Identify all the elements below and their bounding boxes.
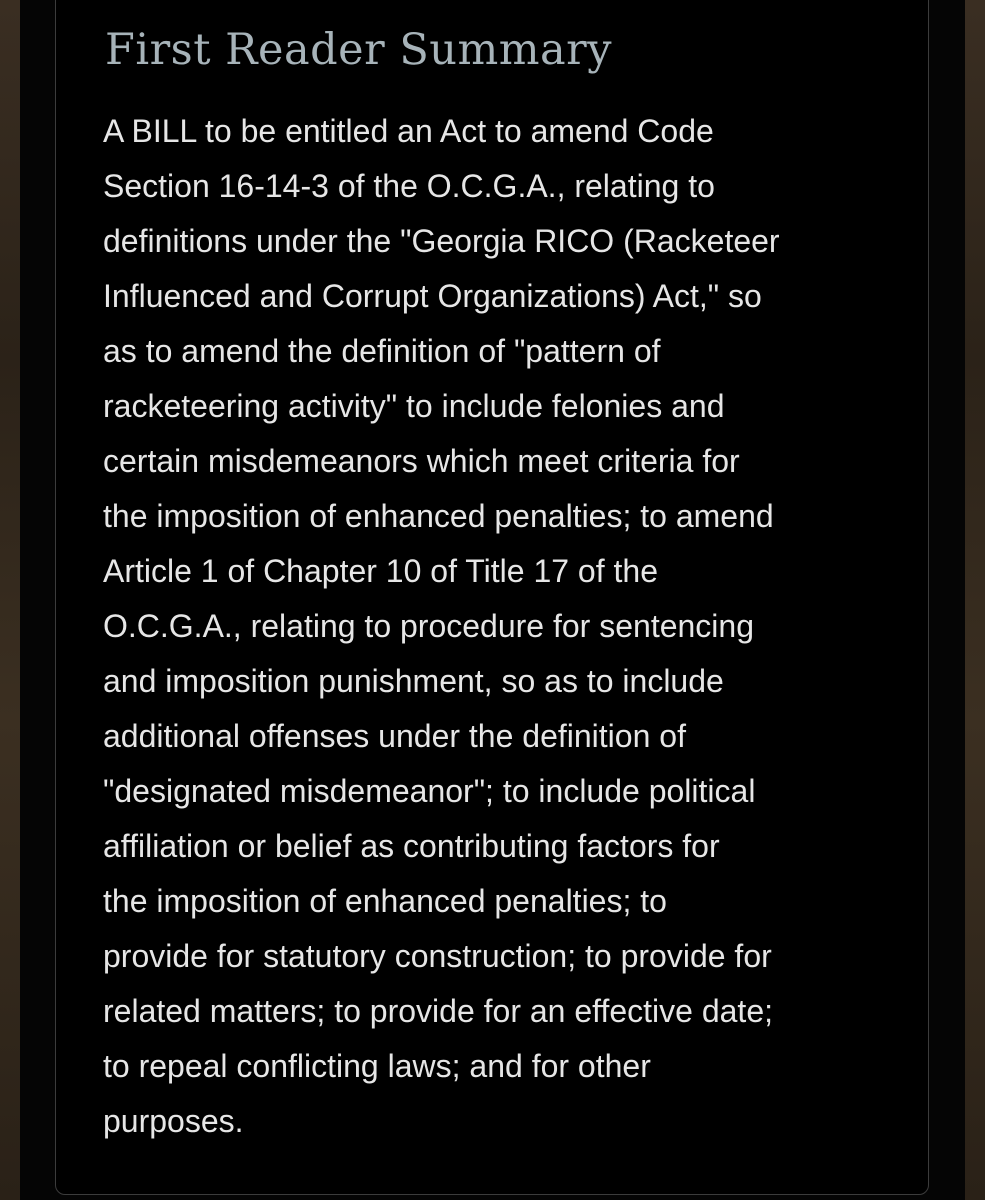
- summary-title: First Reader Summary: [105, 25, 612, 75]
- summary-line: affiliation or belief as contributing factors for: [103, 828, 720, 864]
- summary-line: the imposition of enhanced penalties; to amend: [103, 498, 774, 534]
- summary-line: A BILL to be entitled an Act to amend Code: [103, 113, 714, 149]
- summary-line: as to amend the definition of "pattern of: [103, 333, 661, 369]
- summary-line: the imposition of enhanced penalties; to: [103, 883, 667, 919]
- summary-line: purposes.: [103, 1103, 244, 1139]
- summary-text: [103, 104, 893, 1149]
- summary-line: certain misdemeanors which meet criteria for: [103, 443, 740, 479]
- summary-line: additional offenses under the definition of: [103, 718, 686, 754]
- summary-line: to repeal conflicting laws; and for other: [103, 1048, 651, 1084]
- summary-line: provide for statutory construction; to provide for: [103, 938, 772, 974]
- summary-line: Section 16-14-3 of the O.C.G.A., relating to: [103, 168, 715, 204]
- summary-line: definitions under the "Georgia RICO (Racketeer: [103, 223, 780, 259]
- summary-line: and imposition punishment, so as to include: [103, 663, 724, 699]
- left-frame-border: [0, 0, 20, 1200]
- summary-line: "designated misdemeanor"; to include political: [103, 773, 756, 809]
- summary-line: racketeering activity" to include felonies and: [103, 388, 725, 424]
- right-frame-border: [965, 0, 985, 1200]
- summary-line: Influenced and Corrupt Organizations) Act," so: [103, 278, 762, 314]
- summary-line: related matters; to provide for an effective date;: [103, 993, 773, 1029]
- summary-line: Article 1 of Chapter 10 of Title 17 of the: [103, 553, 658, 589]
- summary-line: O.C.G.A., relating to procedure for sentencing: [103, 608, 754, 644]
